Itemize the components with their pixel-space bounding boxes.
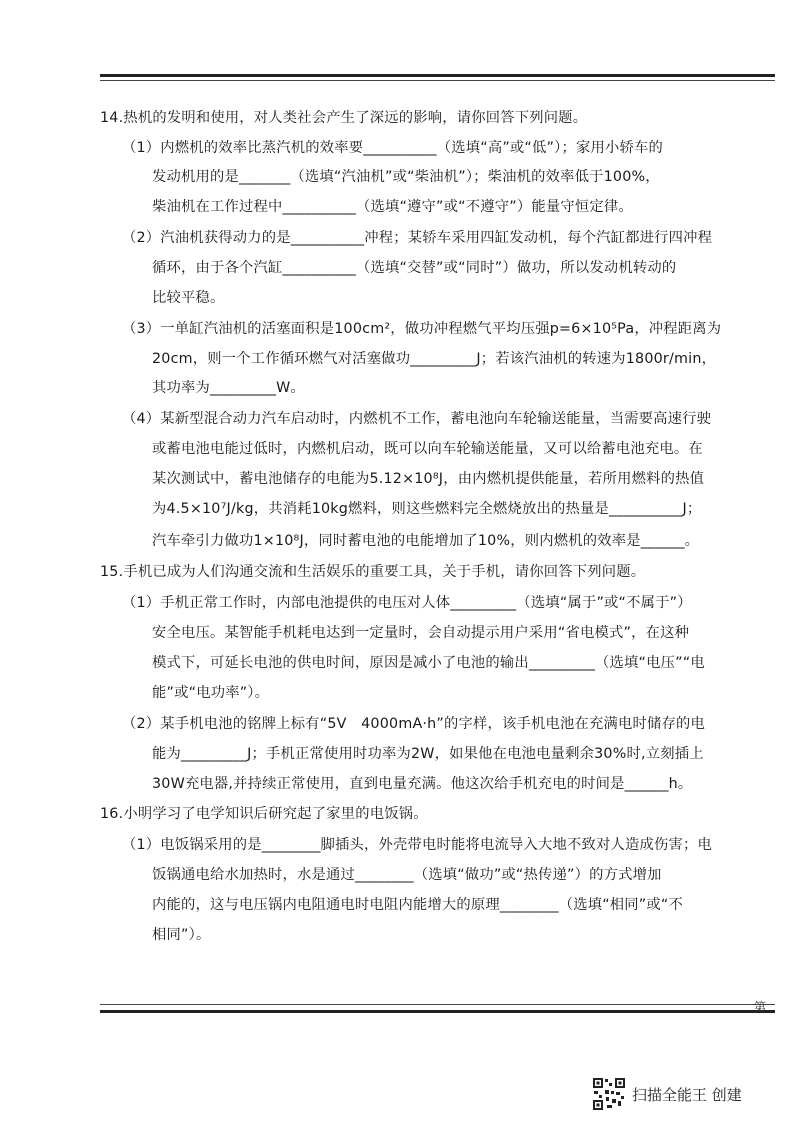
text-line: （1）电饭锅采用的是________脚插头，外壳带电时能将电流导入大地不致对人造成伤害；电 bbox=[122, 837, 712, 853]
text-line: 15.手机已成为人们沟通交流和生活娱乐的重要工具，关于手机，请你回答下列问题。 bbox=[100, 564, 646, 580]
text-line: （4）某新型混合动力汽车启动时，内燃机不工作，蓄电池向车轮输送能量，当需要高速行驶 bbox=[122, 411, 712, 427]
text-line: 能为_________J；手机正常使用时功率为2W，如果他在电池电量剩余30%时,立刻插上 bbox=[152, 746, 704, 762]
top-rule bbox=[100, 74, 775, 77]
text-line: 安全电压。某智能手机耗电达到一定量时，会自动提示用户采用“省电模式”，在这种 bbox=[152, 625, 690, 641]
text-line: 循环，由于各个汽缸__________（选填“交替”或“同时”）做功，所以发动机转动的 bbox=[152, 260, 677, 276]
text-line: （2）某手机电池的铭牌上标有“5V 4000mA·h”的字样，该手机电池在充满电时储存的电 bbox=[122, 716, 705, 732]
text-line: 20cm，则一个工作循环燃气对活塞做功_________J；若该汽油机的转速为1800r/min， bbox=[152, 351, 717, 367]
text-line: 模式下，可延长电池的供电时间，原因是减小了电池的输出_________（选填“电压”“电 bbox=[152, 655, 705, 671]
text-line: 汽车牵引力做功1×10⁸J，同时蓄电池的电能增加了10%，则内燃机的效率是______。 bbox=[152, 533, 700, 549]
text-line: 比较平稳。 bbox=[152, 290, 225, 306]
text-line: 或蓄电池电能过低时，内燃机启动，既可以向车轮输送能量，又可以给蓄电池充电。在 bbox=[152, 441, 703, 457]
text-line: 其功率为_________W。 bbox=[152, 380, 305, 396]
qr-code-icon bbox=[592, 1077, 626, 1111]
text-line: 能”或“电功率”）。 bbox=[152, 685, 270, 701]
text-line: 发动机用的是_______（选填“汽油机”或“柴油机”）；柴油机的效率低于100%， bbox=[152, 169, 660, 185]
text-line: 内能的，这与电压锅内电阻通电时电阻内能增大的原理________（选填“相同”或“不 bbox=[152, 897, 684, 913]
text-line: 16.小明学习了电学知识后研究起了家里的电饭锅。 bbox=[100, 806, 428, 822]
page-number-label: 第 bbox=[754, 1000, 767, 1014]
text-line: 饭锅通电给水加热时，水是通过________（选填“做功”或“热传递”）的方式增加 bbox=[152, 867, 662, 883]
text-line: （2）汽油机获得动力的是__________冲程；某轿车采用四缸发动机，每个汽缸都进行四冲程 bbox=[122, 230, 713, 246]
text-line: （1）内燃机的效率比蒸汽机的效率要__________（选填“高”或“低”）；家用小轿车的 bbox=[122, 140, 663, 156]
bottom-rule-thin bbox=[100, 1004, 775, 1005]
text-line: 某次测试中，蓄电池储存的电能为5.12×10⁸J，由内燃机提供能量，若所用燃料的热值 bbox=[152, 471, 705, 487]
scanner-watermark bbox=[592, 1076, 742, 1112]
footer-text: 扫描全能王 创建 bbox=[632, 1085, 742, 1104]
top-rule-thin bbox=[100, 80, 775, 81]
text-line: 相同”）。 bbox=[152, 927, 211, 943]
text-line: 柴油机在工作过程中__________（选填“遵守”或“不遵守”）能量守恒定律。 bbox=[152, 199, 633, 215]
text-line: 14.热机的发明和使用，对人类社会产生了深远的影响，请你回答下列问题。 bbox=[100, 110, 588, 126]
text-line: （3）一单缸汽油机的活塞面积是100cm²，做功冲程燃气平均压强p=6×10⁵Pa，冲程距离为 bbox=[122, 321, 722, 337]
bottom-rule bbox=[100, 1010, 775, 1013]
text-line: 30W充电器,并持续正常使用，直到电量充满。他这次给手机充电的时间是______h。 bbox=[152, 776, 693, 792]
text-line: （1）手机正常工作时，内部电池提供的电压对人体_________（选填“属于”或“不属于”） bbox=[122, 595, 692, 611]
text-line: 为4.5×10⁷J/kg，共消耗10kg燃料，则这些燃料完全燃烧放出的热量是__________J； bbox=[152, 501, 702, 517]
